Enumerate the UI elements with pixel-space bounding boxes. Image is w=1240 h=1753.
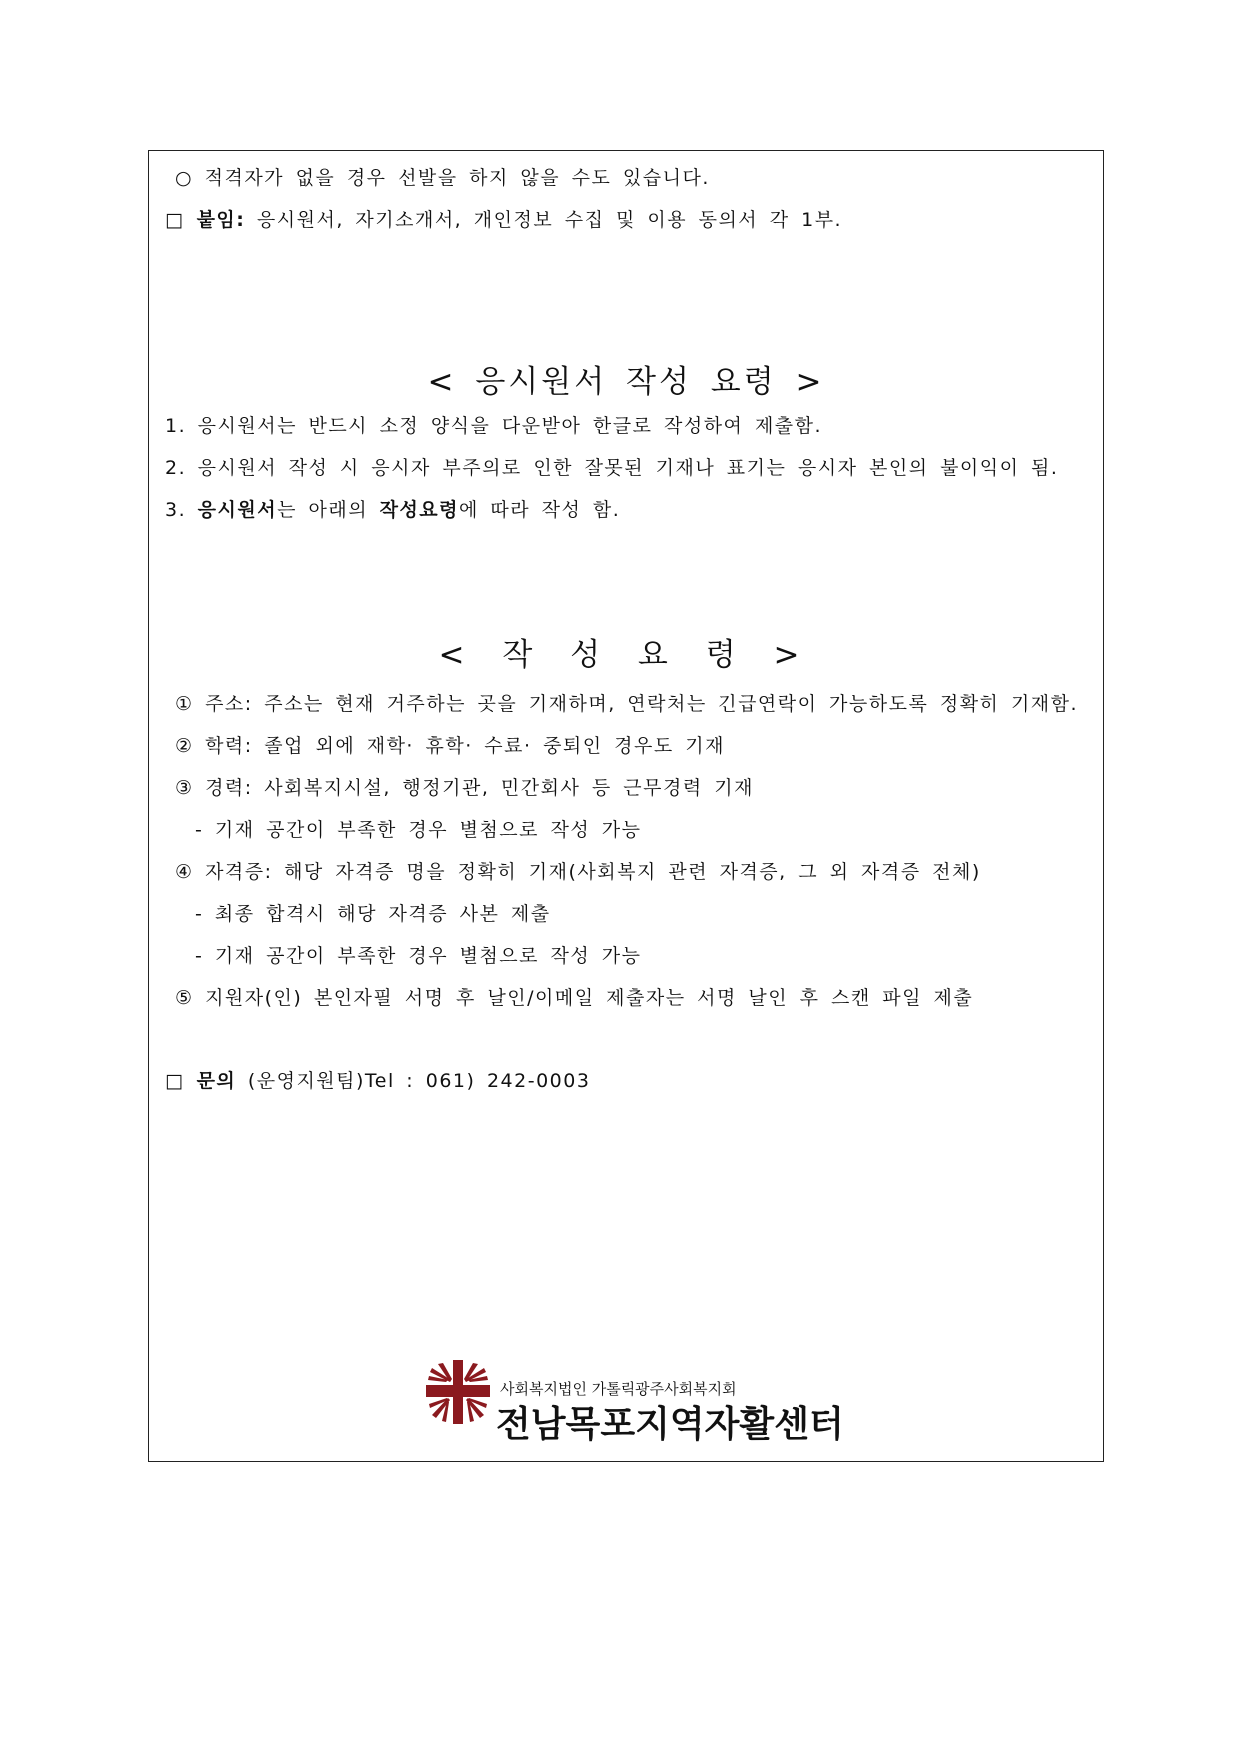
guide-item-3-prefix: 3. bbox=[165, 499, 198, 521]
rule-career-sub: - 기재 공간이 부족한 경우 별첨으로 작성 가능 bbox=[195, 819, 642, 841]
logo-name: 전남목포지역자활센터 bbox=[496, 1404, 844, 1445]
contact-label: □ 문의 bbox=[165, 1070, 237, 1092]
rule-certificate-sub-2: - 기재 공간이 부족한 경우 별첨으로 작성 가능 bbox=[195, 945, 642, 967]
rule-education: ② 학력: 졸업 외에 재학· 휴학· 수료· 중퇴인 경우도 기재 bbox=[175, 735, 725, 757]
contact-line bbox=[165, 1068, 590, 1094]
ineligible-note: ○ 적격자가 없을 경우 선발을 하지 않을 수도 있습니다. bbox=[175, 167, 710, 189]
caritas-cross-icon bbox=[424, 1358, 492, 1426]
logo-subtitle: 사회복지법인 가톨릭광주사회복지회 bbox=[500, 1380, 737, 1398]
guide-item-3-mid: 는 아래의 bbox=[277, 499, 380, 521]
guide-item-3-suffix: 에 따라 작성 함. bbox=[459, 499, 621, 521]
guide-item-3-bold-application: 응시원서 bbox=[197, 499, 278, 521]
guide-item-1: 1. 응시원서는 반드시 소정 양식을 다운받아 한글로 작성하여 제출함. bbox=[165, 415, 823, 437]
rule-certificate: ④ 자격증: 해당 자격증 명을 정확히 기재(사회복지 관련 자격증, 그 외 자격증 전체) bbox=[175, 861, 981, 883]
contact-text: (운영지원팀)Tel : 061) 242-0003 bbox=[236, 1070, 591, 1092]
guide-item-2: 2. 응시원서 작성 시 응시자 부주의로 인한 잘못된 기재나 표기는 응시자 본인의 불이익이 됨. bbox=[165, 457, 1059, 479]
document-frame bbox=[148, 150, 1104, 1462]
rule-signature: ⑤ 지원자(인) 본인자필 서명 후 날인/이메일 제출자는 서명 날인 후 스캔 파일 제출 bbox=[175, 987, 974, 1009]
attachment-text: 응시원서, 자기소개서, 개인정보 수집 및 이용 동의서 각 1부. bbox=[245, 209, 843, 231]
guide-item-3-bold-rules: 작성요령 bbox=[379, 499, 460, 521]
cross-mark bbox=[426, 1360, 490, 1424]
writing-rules-title: < 작 성 요 령 > bbox=[438, 637, 814, 673]
attachment-line bbox=[165, 207, 842, 233]
rule-address: ① 주소: 주소는 현재 거주하는 곳을 기재하며, 연락처는 긴급연락이 가능하도록 정확히 기재함. bbox=[175, 693, 1079, 715]
application-guide-title: < 응시원서 작성 요령 > bbox=[427, 364, 825, 400]
organization-logo bbox=[424, 1358, 844, 1448]
rule-certificate-sub-1: - 최종 합격시 해당 자격증 사본 제출 bbox=[195, 903, 551, 925]
rule-career: ③ 경력: 사회복지시설, 행정기관, 민간회사 등 근무경력 기재 bbox=[175, 777, 754, 799]
attachment-label: □ 붙임: bbox=[165, 209, 246, 231]
guide-item-3 bbox=[165, 497, 620, 523]
